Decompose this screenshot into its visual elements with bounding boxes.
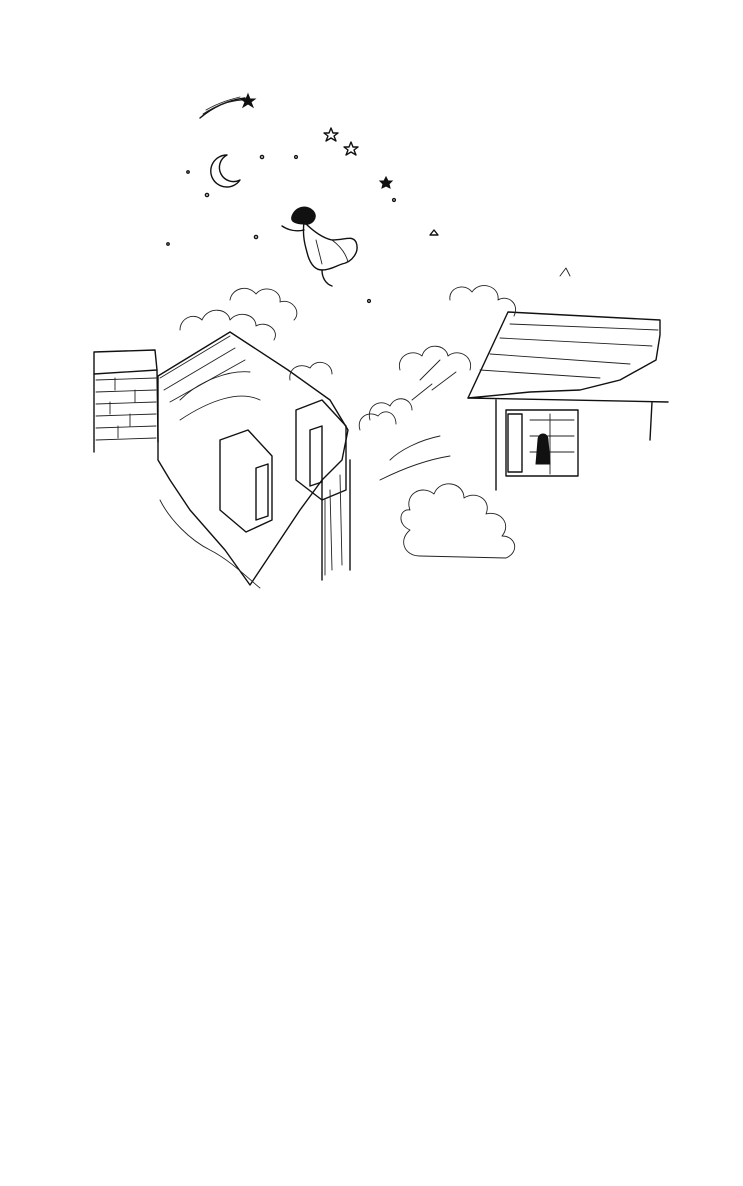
left-house: [158, 332, 350, 588]
cloud-icon: [180, 288, 396, 430]
shooting-star-icon: [200, 94, 255, 118]
right-house: [468, 268, 668, 490]
chimney: [94, 350, 158, 452]
flying-fairy-icon: [282, 207, 357, 286]
cloud-icon: [369, 286, 515, 558]
illustration-svg: [60, 80, 700, 620]
blank-page-area: [0, 620, 743, 1186]
night-rooftops-illustration: [60, 80, 700, 620]
crescent-moon-icon: [211, 155, 240, 187]
